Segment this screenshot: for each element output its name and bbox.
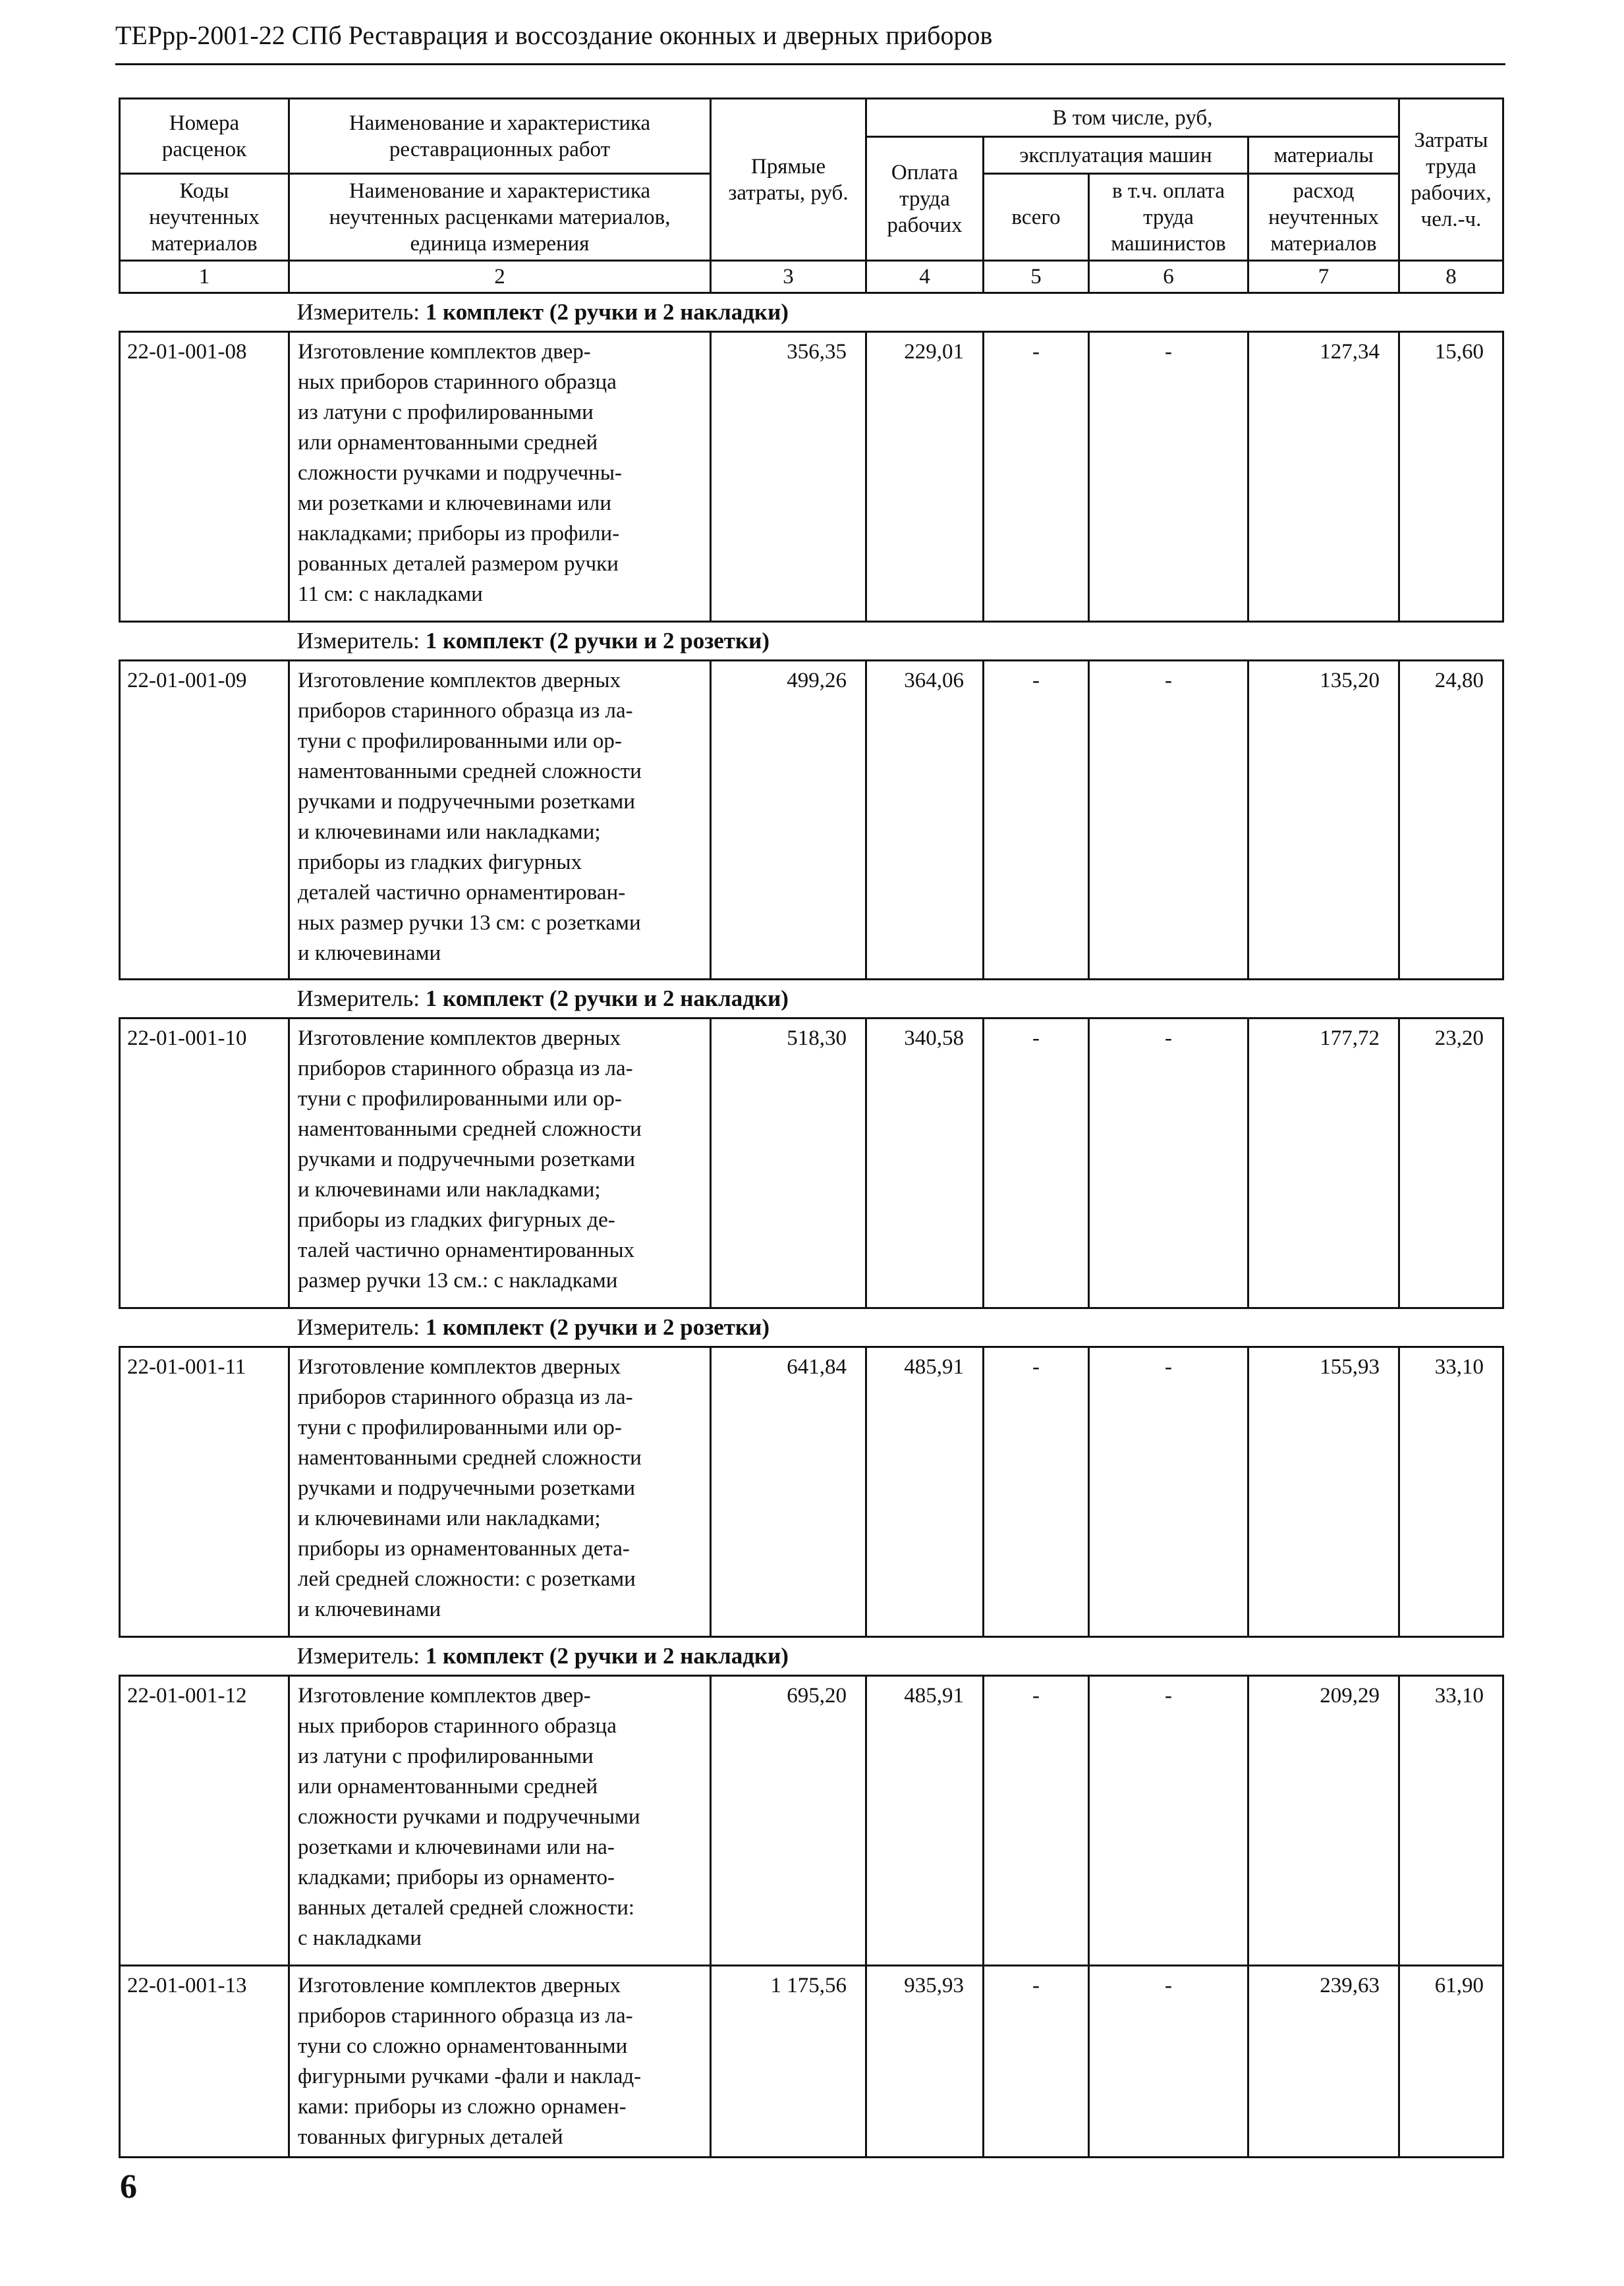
header-material-name: Наименование и характеристика неучтенных расценками материалов, единица измерения bbox=[289, 174, 711, 261]
rate-code: 22-01-001-12 bbox=[120, 1676, 289, 1966]
table-row bbox=[120, 332, 1503, 622]
table-row bbox=[120, 1018, 1503, 1308]
measure-value: 1 комплект (2 ручки и 2 розетки) bbox=[425, 628, 770, 654]
direct-costs: 518,30 bbox=[711, 1018, 866, 1308]
rate-description-text: Изготовление комплектов двер- ных приборов старинного образца из латуни с профилированными или орнаментованными средней сложности ручками и подручечными розетками и ключевинами или на- кладками; приборы из орнаменто- ванных деталей средней сложности: с накладками bbox=[298, 1684, 640, 1950]
machinist-pay: - bbox=[1089, 332, 1248, 622]
materials-cost: 239,63 bbox=[1248, 1966, 1399, 2158]
header-material-codes: Коды неучтенных материалов bbox=[120, 174, 289, 261]
materials-cost: 135,20 bbox=[1248, 661, 1399, 980]
rate-description bbox=[289, 332, 711, 622]
labor-hours: 61,90 bbox=[1399, 1966, 1503, 2158]
column-number: 1 bbox=[120, 261, 289, 293]
rates-table bbox=[119, 98, 1504, 2158]
column-number: 8 bbox=[1399, 261, 1503, 293]
machinist-pay: - bbox=[1089, 1347, 1248, 1637]
machinist-pay: - bbox=[1089, 661, 1248, 980]
header-unaccounted-materials: расход неучтенных материалов bbox=[1248, 174, 1399, 261]
labor-hours: 23,20 bbox=[1399, 1018, 1503, 1308]
measure-label: Измеритель: bbox=[296, 1643, 420, 1669]
column-number: 6 bbox=[1089, 261, 1248, 293]
rate-code: 22-01-001-10 bbox=[120, 1018, 289, 1308]
column-number: 4 bbox=[866, 261, 984, 293]
header-materials: материалы bbox=[1248, 137, 1399, 174]
materials-cost: 177,72 bbox=[1248, 1018, 1399, 1308]
rate-code: 22-01-001-11 bbox=[120, 1347, 289, 1637]
column-number: 3 bbox=[711, 261, 866, 293]
column-number: 5 bbox=[984, 261, 1089, 293]
labor-hours: 33,10 bbox=[1399, 1347, 1503, 1637]
page-header-title: ТЕРрр-2001-22 СПб Реставрация и воссоздание оконных и дверных приборов bbox=[115, 20, 993, 50]
machines-total: - bbox=[984, 661, 1089, 980]
direct-costs: 499,26 bbox=[711, 661, 866, 980]
header-labor-pay: Оплата труда рабочих bbox=[866, 137, 984, 261]
measure-value: 1 комплект (2 ручки и 2 розетки) bbox=[425, 1314, 770, 1340]
table-row bbox=[120, 1966, 1503, 2158]
rate-description bbox=[289, 661, 711, 980]
rate-description bbox=[289, 1018, 711, 1308]
labor-pay: 364,06 bbox=[866, 661, 984, 980]
labor-pay: 485,91 bbox=[866, 1347, 984, 1637]
rate-description bbox=[289, 1347, 711, 1637]
labor-hours: 24,80 bbox=[1399, 661, 1503, 980]
measure-row bbox=[120, 980, 1503, 1018]
rate-description-text: Изготовление комплектов дверных приборов старинного образца из ла- туни с профилированными или ор- наментованными средней сложности ручками и подручечными розетками и ключевинами или накладками; приборы из гладких фигурных де- талей частично орнаментированных размер ручки 13 см.: с накладками bbox=[298, 1026, 642, 1293]
measure-row bbox=[120, 1637, 1503, 1676]
rate-code: 22-01-001-08 bbox=[120, 332, 289, 622]
labor-pay: 935,93 bbox=[866, 1966, 984, 2158]
table-row bbox=[120, 661, 1503, 980]
rate-code: 22-01-001-09 bbox=[120, 661, 289, 980]
measure-value: 1 комплект (2 ручки и 2 накладки) bbox=[425, 299, 789, 325]
table-row bbox=[120, 1676, 1503, 1966]
materials-cost: 209,29 bbox=[1248, 1676, 1399, 1966]
header-machines-total: всего bbox=[984, 174, 1089, 261]
header-work-name: Наименование и характеристика реставрационных работ bbox=[289, 99, 711, 174]
machines-total: - bbox=[984, 1676, 1089, 1966]
header-machines: эксплуатация машин bbox=[984, 137, 1248, 174]
header-machinist-pay: в т.ч. оплата труда машинистов bbox=[1089, 174, 1248, 261]
machinist-pay: - bbox=[1089, 1966, 1248, 2158]
rate-description-text: Изготовление комплектов дверных приборов старинного образца из ла- туни с профилированными или ор- наментованными средней сложности ручками и подручечными розетками и ключевинами или накладками; приборы из гладких фигурных деталей частично орнаментирован- ных размер ручки 13 см: с розетками и ключевинами bbox=[298, 669, 642, 965]
page-number: 6 bbox=[120, 2168, 137, 2206]
direct-costs: 641,84 bbox=[711, 1347, 866, 1637]
measure-value: 1 комплект (2 ручки и 2 накладки) bbox=[425, 1643, 789, 1669]
column-number: 2 bbox=[289, 261, 711, 293]
measure-value: 1 комплект (2 ручки и 2 накладки) bbox=[425, 986, 789, 1011]
machines-total: - bbox=[984, 1966, 1089, 2158]
machines-total: - bbox=[984, 332, 1089, 622]
header-rule bbox=[115, 63, 1505, 65]
direct-costs: 695,20 bbox=[711, 1676, 866, 1966]
machines-total: - bbox=[984, 1347, 1089, 1637]
labor-hours: 33,10 bbox=[1399, 1676, 1503, 1966]
materials-cost: 155,93 bbox=[1248, 1347, 1399, 1637]
header-rate-numbers: Номера расценок bbox=[120, 99, 289, 174]
machines-total: - bbox=[984, 1018, 1089, 1308]
labor-pay: 485,91 bbox=[866, 1676, 984, 1966]
machinist-pay: - bbox=[1089, 1018, 1248, 1308]
header-including-group: В том числе, руб, bbox=[866, 99, 1399, 137]
header-labor-hours: Затраты труда рабочих, чел.-ч. bbox=[1399, 99, 1503, 261]
column-number: 7 bbox=[1248, 261, 1399, 293]
measure-row bbox=[120, 1308, 1503, 1347]
rate-description-text: Изготовление комплектов дверных приборов старинного образца из ла- туни со сложно орнаментованными фигурными ручками -фали и наклад- ками: приборы из сложно орнамен- тованных фигурных деталей bbox=[298, 1974, 642, 2149]
direct-costs: 356,35 bbox=[711, 332, 866, 622]
measure-label: Измеритель: bbox=[296, 986, 420, 1011]
rate-description-text: Изготовление комплектов двер- ных приборов старинного образца из латуни с профилированными или орнаментованными средней сложности ручками и подручечны- ми розетками и ключевинами или накладками; приборы из профили- рованных деталей размером ручки 11 см: с накладками bbox=[298, 340, 623, 606]
machinist-pay: - bbox=[1089, 1676, 1248, 1966]
labor-hours: 15,60 bbox=[1399, 332, 1503, 622]
measure-label: Измеритель: bbox=[296, 299, 420, 325]
measure-row bbox=[120, 293, 1503, 332]
table-row bbox=[120, 1347, 1503, 1637]
rate-description bbox=[289, 1966, 711, 2158]
measure-label: Измеритель: bbox=[296, 628, 420, 654]
header-direct-costs: Прямые затраты, руб. bbox=[711, 99, 866, 261]
direct-costs: 1 175,56 bbox=[711, 1966, 866, 2158]
rate-code: 22-01-001-13 bbox=[120, 1966, 289, 2158]
rate-description-text: Изготовление комплектов дверных приборов старинного образца из ла- туни с профилированными или ор- наментованными средней сложности ручками и подручечными розетками и ключевинами или накладками; приборы из орнаментованных дета- лей средней сложности: с розетками и ключевинами bbox=[298, 1355, 642, 1621]
labor-pay: 340,58 bbox=[866, 1018, 984, 1308]
labor-pay: 229,01 bbox=[866, 332, 984, 622]
rate-description bbox=[289, 1676, 711, 1966]
measure-row bbox=[120, 622, 1503, 661]
materials-cost: 127,34 bbox=[1248, 332, 1399, 622]
measure-label: Измеритель: bbox=[296, 1314, 420, 1340]
